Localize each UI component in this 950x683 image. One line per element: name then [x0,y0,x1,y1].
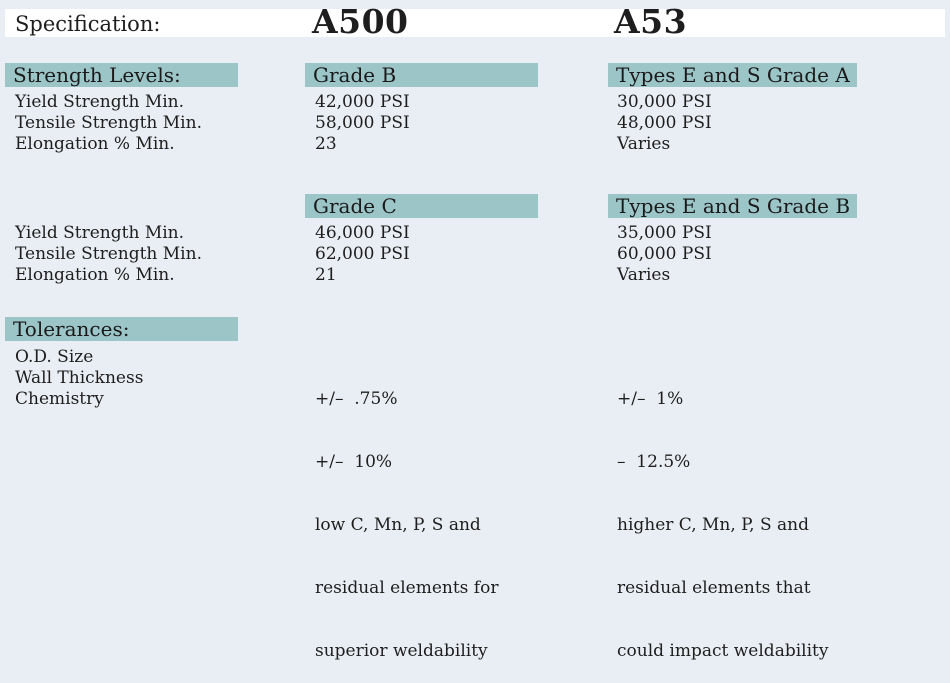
value-cell: 60,000 PSI [617,244,712,264]
row-labels-tolerances [15,347,143,410]
grade-label-a500-1: Grade B [313,63,397,87]
value-cell: +/– .75% [315,389,398,409]
a53-values-tolerances [617,347,828,683]
chemistry-line: higher C, Mn, P, S and [617,515,809,535]
tolerances-label: Tolerances: [13,317,130,341]
a500-values-group1 [315,92,410,155]
grade-band-a500-1 [305,63,538,87]
value-cell: +/– 10% [315,452,393,472]
row-label: Wall Thickness [15,368,144,388]
a500-values-group2 [315,223,410,286]
value-cell: +/– 1% [617,389,684,409]
row-label: Yield Strength Min. [15,92,185,112]
chemistry-line: low C, Mn, P, S and [315,515,481,535]
grade-band-a500-2 [305,194,538,218]
value-cell: Varies [617,134,671,154]
chemistry-line: residual elements that [617,578,811,598]
value-cell: 62,000 PSI [315,244,410,264]
grade-label-a53-2: Types E and S Grade B [616,194,851,218]
row-label: Chemistry [15,389,104,409]
value-cell: 21 [315,265,337,285]
grade-label-a500-2: Grade C [313,194,397,218]
value-cell: 48,000 PSI [617,113,712,133]
row-label: Tensile Strength Min. [15,113,202,133]
column-heading-a500: A500 [312,2,409,41]
value-cell: 46,000 PSI [315,223,410,243]
value-cell: Varies [617,265,671,285]
row-labels-group2 [15,223,202,286]
value-cell: 23 [315,134,337,154]
row-labels-group1 [15,92,202,155]
strength-levels-band [5,63,238,87]
a53-values-group1 [617,92,712,155]
value-cell: 30,000 PSI [617,92,712,112]
strength-levels-label: Strength Levels: [13,63,181,87]
a500-values-tolerances [315,347,498,683]
column-heading-a53: A53 [614,2,688,41]
value-cell: – 12.5% [617,452,691,472]
row-label: Yield Strength Min. [15,223,185,243]
tolerances-band [5,317,238,341]
value-cell: 42,000 PSI [315,92,410,112]
grade-band-a53-2 [608,194,857,218]
chemistry-line: superior weldability [315,641,488,661]
chemistry-line: residual elements for [315,578,499,598]
value-cell: 58,000 PSI [315,113,410,133]
grade-label-a53-1: Types E and S Grade A [616,63,850,87]
row-label: Tensile Strength Min. [15,244,202,264]
specification-label: Specification: [15,12,161,36]
value-cell: 35,000 PSI [617,223,712,243]
row-label: O.D. Size [15,347,94,367]
a53-values-group2 [617,223,712,286]
grade-band-a53-1 [608,63,857,87]
row-label: Elongation % Min. [15,265,175,285]
row-label: Elongation % Min. [15,134,175,154]
chemistry-line: could impact weldability [617,641,829,661]
